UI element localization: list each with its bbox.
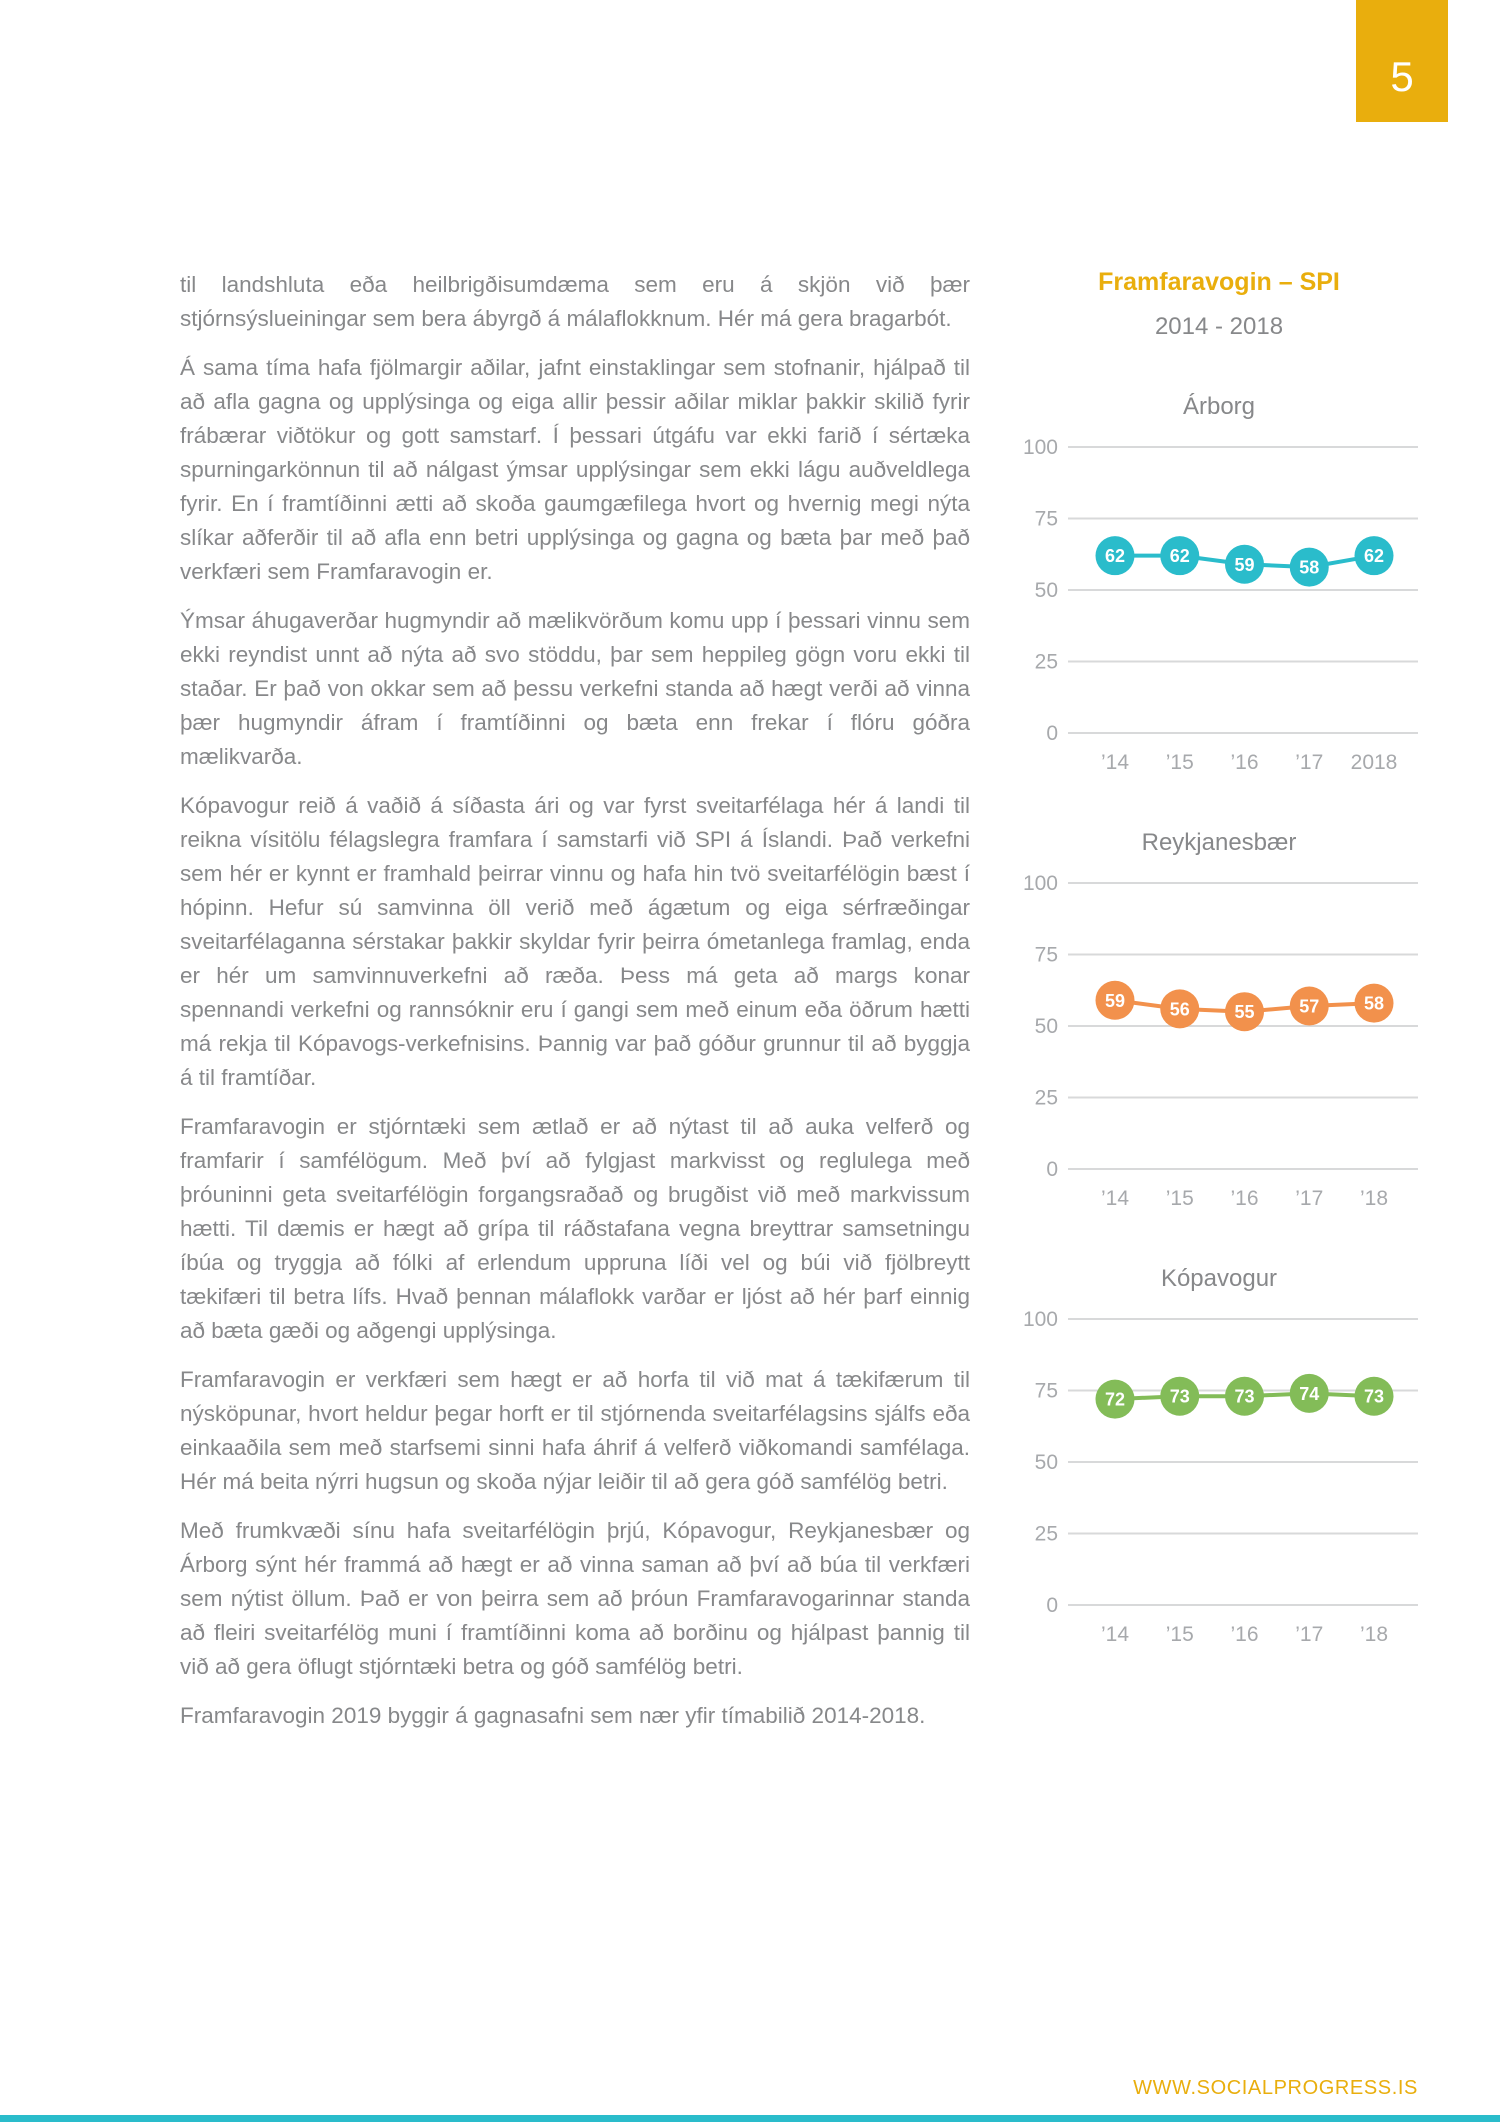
- body-paragraph: Á sama tíma hafa fjölmargir aðilar, jafnt einstaklingar sem stofnanir, hjálpað til að afla gagna og upplýsinga og eiga allir þessir aðilar miklar þakkir skilið fyrir frábærar viðtökur og gott samstarf. Í þessari útgáfu var ekki farið í sértæka spurningarkönnun til að nálgast ýmsar upplýsingar sem ekki lágu auðveldlega fyrir. En í framtíðinni ætti að skoða gaumgæfilega hvort og hvernig megi nýta slíkar aðferðir til að afla enn betri upplýsinga og gagna og bæta þar með það verkfæri sem Framfaravogin er.: [180, 355, 970, 584]
- body-paragraph: Ýmsar áhugaverðar hugmyndir að mælikvörðum komu upp í þessari vinnu sem ekki reyndist unnt að nýta að svo stöddu, þar sem heppileg gögn voru ekki til staðar. Er það von okkar sem að þessu verkefni standa að hægt verði að vinna þær hugmyndir áfram í framtíðinni og bæta enn frekar í flóru góðra mælikvarða.: [180, 608, 970, 769]
- x-tick-label: ’18: [1359, 1187, 1389, 1210]
- data-point-value: 73: [1169, 1386, 1190, 1407]
- y-tick-label: 0: [1046, 722, 1058, 745]
- x-tick-label: 2018: [1350, 751, 1398, 774]
- x-tick-label: ’14: [1100, 1623, 1130, 1646]
- y-tick-label: 25: [1034, 1522, 1058, 1546]
- x-tick-label: ’15: [1165, 751, 1194, 774]
- footer-rule: [0, 2115, 1500, 2122]
- chart-title: Kópavogur: [1160, 1265, 1278, 1292]
- body-paragraph: Með frumkvæði sínu hafa sveitarfélögin þrjú, Kópavogur, Reykjanesbær og Árborg sýnt hér frammá að hægt er að vinna saman að því að búa til verkfæri sem nýtist öllum. Það er von þeirra sem að þróun Framfaravogarinnar standa að fleiri sveitarfélög muni í framtíðinni koma að borðinu og hjálpast þannig til við að gera öflugt stjórntæki betra og góð samfélög betri.: [180, 1518, 970, 1679]
- data-point-value: 74: [1299, 1383, 1320, 1404]
- y-tick-label: 50: [1034, 1015, 1058, 1038]
- data-point-value: 72: [1104, 1389, 1126, 1410]
- x-tick-label: ’17: [1295, 1187, 1324, 1210]
- charts-panel: [1018, 268, 1420, 1653]
- y-tick-label: 100: [1022, 1308, 1058, 1331]
- body-paragraph: Framfaravogin er stjórntæki sem ætlað er að nýtast til að auka velferð og framfarir í samfélögum. Með því að fylgjast markvisst og reglulega með þróuninni geta sveitarfélögin forgangsraðað og brugðist við með markvissum hætti. Til dæmis er hægt að grípa til ráðstafana vegna breyttrar samsetningu íbúa og tryggja að fólki af erlendum uppruna líði vel og búi við fjölbreytt tækifæri til betra lífs. Hvað þennan málaflokk varðar er ljóst að hér þarf einnig að bæta gæði og aðgengi upplýsinga.: [180, 1114, 970, 1343]
- x-tick-label: ’16: [1230, 751, 1259, 774]
- y-tick-label: 100: [1022, 872, 1058, 895]
- data-point-value: 73: [1363, 1386, 1385, 1407]
- y-tick-label: 75: [1034, 1379, 1058, 1403]
- body-paragraph: Framfaravogin 2019 byggir á gagnasafni sem nær yfir tímabilið 2014-2018.: [180, 1703, 926, 1728]
- y-tick-label: 100: [1022, 436, 1058, 459]
- data-point-value: 62: [1104, 546, 1126, 567]
- data-point-value: 55: [1234, 1002, 1255, 1023]
- x-tick-label: ’15: [1165, 1187, 1194, 1210]
- x-tick-label: ’17: [1295, 1623, 1324, 1646]
- x-tick-label: ’15: [1165, 1623, 1194, 1646]
- data-point-value: 62: [1363, 546, 1385, 567]
- x-tick-label: ’16: [1230, 1623, 1259, 1646]
- chart-title: Reykjanesbær: [1141, 829, 1297, 856]
- charts-panel-title: Framfaravogin – SPI: [1098, 268, 1340, 296]
- chart-block: [1018, 829, 1420, 1217]
- body-paragraph: Framfaravogin er verkfæri sem hægt er að horfa til við mat á tækifærum til nýsköpunar, hvort heldur þegar horft er til stjórnenda sveitarfélagsins sjálfs eða einkaaðila sem með starfsemi sinni hafa áhrif á velferð viðkomandi samfélaga. Hér má beita nýrri hugsun og skoða nýjar leiðir til að gera góð samfélög betri.: [180, 1367, 970, 1494]
- y-tick-label: 75: [1034, 507, 1058, 531]
- x-tick-label: ’17: [1295, 751, 1324, 774]
- x-tick-label: ’16: [1230, 1187, 1259, 1210]
- data-point-value: 62: [1169, 546, 1190, 567]
- chart-title: Árborg: [1182, 393, 1256, 420]
- page-number: 5: [1390, 53, 1414, 100]
- charts-panel-subtitle: 2014 - 2018: [1154, 313, 1284, 340]
- charts-list: [1018, 393, 1420, 1653]
- y-tick-label: 25: [1034, 1086, 1058, 1110]
- body-paragraph: Kópavogur reið á vaðið á síðasta ári og var fyrst sveitarfélaga hér á landi til reikna vísitölu félagslegra framfara í samstarfi við SPI á Íslandi. Það verkefni sem hér er kynnt er framhald þeirrar vinnu og hafa hin tvö sveitarfélögin bæst í hópinn. Hefur sú samvinna öll verið með ágætum og eiga sérfræðingar sveitarfélaganna sérstakar þakkir skyldar fyrir þeirra ómetanlega framlag, enda er hér um samvinnuverkefni að ræða. Þess má geta að margs konar spennandi verkefni og rannsóknir eru í gangi sem með einum eða öðrum hætti má rekja til Kópavogs-verkefnisins. Þannig var það góður grunnur til að byggja á til framtíðar.: [180, 793, 970, 1090]
- data-point-value: 58: [1363, 993, 1385, 1014]
- page-number-tab: [1356, 0, 1448, 122]
- data-point-value: 59: [1104, 990, 1126, 1011]
- data-point-value: 59: [1234, 554, 1255, 575]
- line-chart: [1018, 867, 1420, 1217]
- y-tick-label: 0: [1046, 1594, 1058, 1617]
- line-chart: [1018, 1303, 1420, 1653]
- line-chart: [1018, 431, 1420, 781]
- x-tick-label: ’18: [1359, 1623, 1389, 1646]
- body-paragraph: til landshluta eða heilbrigðisumdæma sem eru á skjön við þær stjórnsýslueiningar sem bera ábyrgð á málaflokknum. Hér má gera bragarbót.: [180, 272, 970, 331]
- data-point-value: 58: [1299, 557, 1320, 578]
- data-point-value: 73: [1234, 1386, 1255, 1407]
- y-tick-label: 50: [1034, 1451, 1058, 1474]
- y-tick-label: 50: [1034, 579, 1058, 602]
- y-tick-label: 75: [1034, 943, 1058, 967]
- article-body: [180, 268, 970, 1748]
- data-point-value: 56: [1169, 999, 1190, 1020]
- chart-block: [1018, 393, 1420, 781]
- y-tick-label: 25: [1034, 650, 1058, 674]
- chart-block: [1018, 1265, 1420, 1653]
- x-tick-label: ’14: [1100, 751, 1130, 774]
- y-tick-label: 0: [1046, 1158, 1058, 1181]
- x-tick-label: ’14: [1100, 1187, 1130, 1210]
- data-point-value: 57: [1299, 996, 1320, 1017]
- footer-url[interactable]: WWW.SOCIALPROGRESS.IS: [1133, 2077, 1418, 2099]
